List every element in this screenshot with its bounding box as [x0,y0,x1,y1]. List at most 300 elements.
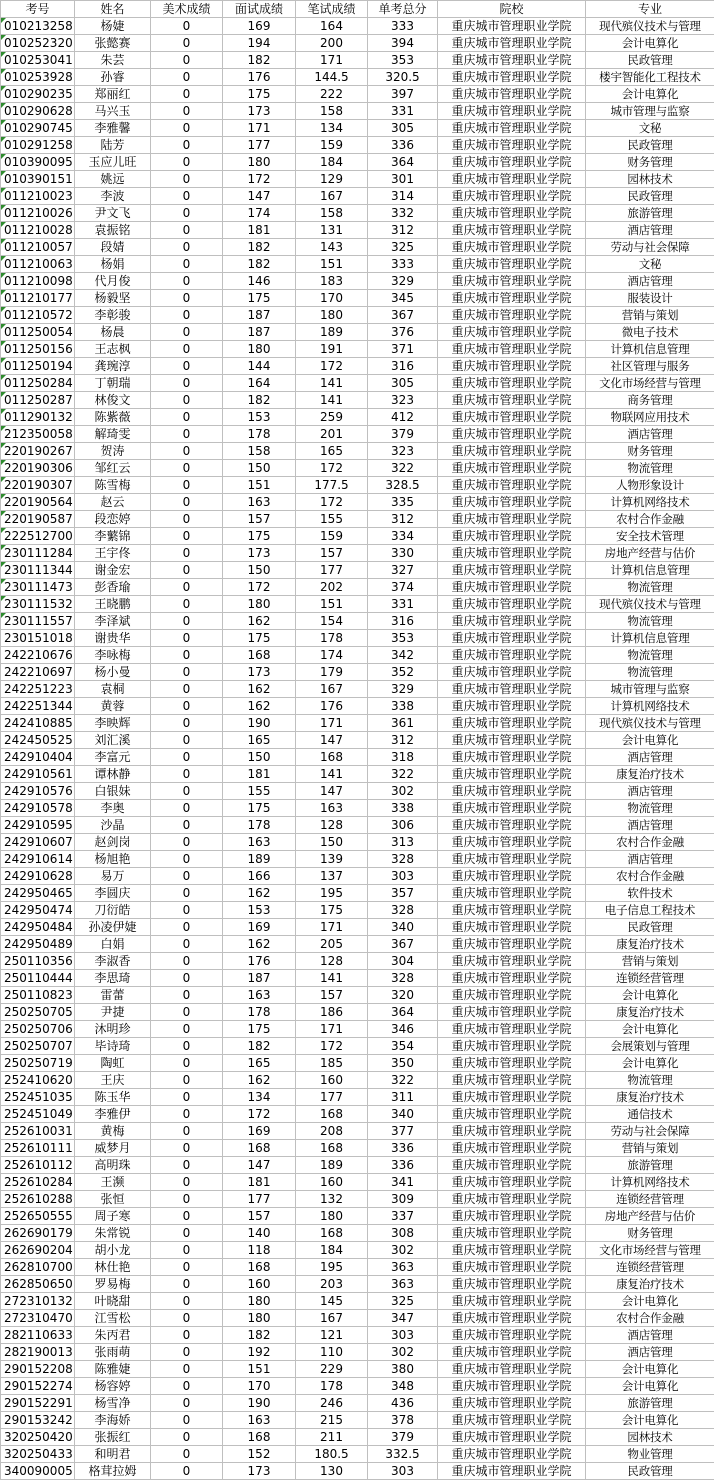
table-row[interactable] [1,1174,714,1191]
cell-interview-score[interactable]: 162 [223,885,296,902]
cell-total-score[interactable]: 329 [368,681,438,698]
cell-name[interactable]: 彭香瑜 [75,579,151,596]
cell-major[interactable]: 物流管理 [586,460,714,477]
table-row[interactable] [1,426,714,443]
cell-total-score[interactable]: 334 [368,528,438,545]
cell-school[interactable]: 重庆城市管理职业学院 [438,1446,586,1463]
cell-name[interactable]: 代月俊 [75,273,151,290]
cell-major[interactable]: 康复治疗技术 [586,1004,714,1021]
cell-written-score[interactable]: 171 [296,919,368,936]
cell-total-score[interactable]: 397 [368,86,438,103]
cell-interview-score[interactable]: 180 [223,154,296,171]
table-row[interactable] [1,1361,714,1378]
cell-written-score[interactable]: 163 [296,800,368,817]
cell-major[interactable]: 酒店管理 [586,851,714,868]
cell-interview-score[interactable]: 173 [223,103,296,120]
table-row[interactable] [1,851,714,868]
cell-total-score[interactable]: 322 [368,766,438,783]
cell-exam-id[interactable]: 011290132 [1,409,75,426]
cell-art-score[interactable]: 0 [151,1361,223,1378]
cell-art-score[interactable]: 0 [151,902,223,919]
cell-total-score[interactable]: 305 [368,120,438,137]
cell-major[interactable]: 旅游管理 [586,1157,714,1174]
table-row[interactable] [1,35,714,52]
cell-school[interactable]: 重庆城市管理职业学院 [438,273,586,290]
cell-name[interactable]: 杨婕 [75,18,151,35]
cell-interview-score[interactable]: 177 [223,1191,296,1208]
cell-written-score[interactable]: 177.5 [296,477,368,494]
cell-art-score[interactable]: 0 [151,460,223,477]
table-row[interactable] [1,1089,714,1106]
cell-total-score[interactable]: 348 [368,1378,438,1395]
cell-interview-score[interactable]: 144 [223,358,296,375]
cell-interview-score[interactable]: 175 [223,290,296,307]
cell-written-score[interactable]: 191 [296,341,368,358]
cell-exam-id[interactable]: 272310132 [1,1293,75,1310]
cell-art-score[interactable]: 0 [151,409,223,426]
cell-major[interactable]: 旅游管理 [586,205,714,222]
cell-major[interactable]: 农村合作金融 [586,511,714,528]
cell-exam-id[interactable]: 230111344 [1,562,75,579]
cell-exam-id[interactable]: 252610284 [1,1174,75,1191]
cell-total-score[interactable]: 311 [368,1089,438,1106]
cell-interview-score[interactable]: 178 [223,1004,296,1021]
cell-interview-score[interactable]: 163 [223,494,296,511]
cell-interview-score[interactable]: 169 [223,919,296,936]
cell-art-score[interactable]: 0 [151,477,223,494]
cell-art-score[interactable]: 0 [151,545,223,562]
cell-major[interactable]: 物流管理 [586,613,714,630]
cell-school[interactable]: 重庆城市管理职业学院 [438,715,586,732]
cell-interview-score[interactable]: 171 [223,120,296,137]
cell-interview-score[interactable]: 174 [223,205,296,222]
cell-written-score[interactable]: 170 [296,290,368,307]
table-row[interactable] [1,885,714,902]
table-row[interactable] [1,902,714,919]
cell-interview-score[interactable]: 180 [223,596,296,613]
cell-total-score[interactable]: 303 [368,1463,438,1480]
cell-name[interactable]: 白娟 [75,936,151,953]
table-row[interactable] [1,987,714,1004]
cell-written-score[interactable]: 158 [296,205,368,222]
cell-interview-score[interactable]: 194 [223,35,296,52]
cell-art-score[interactable]: 0 [151,1463,223,1480]
cell-exam-id[interactable]: 250250705 [1,1004,75,1021]
cell-art-score[interactable]: 0 [151,426,223,443]
cell-total-score[interactable]: 302 [368,1242,438,1259]
cell-interview-score[interactable]: 175 [223,1021,296,1038]
cell-name[interactable]: 陈玉华 [75,1089,151,1106]
cell-school[interactable]: 重庆城市管理职业学院 [438,188,586,205]
table-row[interactable] [1,460,714,477]
cell-written-score[interactable]: 211 [296,1429,368,1446]
cell-major[interactable]: 园林技术 [586,1429,714,1446]
cell-name[interactable]: 江雪松 [75,1310,151,1327]
cell-major[interactable]: 现代殡仪技术与管理 [586,596,714,613]
table-row[interactable] [1,613,714,630]
cell-major[interactable]: 通信技术 [586,1106,714,1123]
cell-name[interactable]: 李波 [75,188,151,205]
cell-total-score[interactable]: 371 [368,341,438,358]
cell-school[interactable]: 重庆城市管理职业学院 [438,341,586,358]
table-row[interactable] [1,307,714,324]
cell-exam-id[interactable]: 262690179 [1,1225,75,1242]
cell-school[interactable]: 重庆城市管理职业学院 [438,987,586,1004]
cell-name[interactable]: 尹文飞 [75,205,151,222]
cell-art-score[interactable]: 0 [151,953,223,970]
cell-interview-score[interactable]: 164 [223,375,296,392]
cell-interview-score[interactable]: 168 [223,1429,296,1446]
cell-art-score[interactable]: 0 [151,171,223,188]
cell-major[interactable]: 民政管理 [586,52,714,69]
cell-exam-id[interactable]: 010253041 [1,52,75,69]
cell-art-score[interactable]: 0 [151,1021,223,1038]
cell-total-score[interactable]: 367 [368,936,438,953]
cell-total-score[interactable]: 338 [368,698,438,715]
cell-name[interactable]: 李淑香 [75,953,151,970]
cell-interview-score[interactable]: 140 [223,1225,296,1242]
cell-total-score[interactable]: 312 [368,222,438,239]
cell-art-score[interactable]: 0 [151,1208,223,1225]
cell-total-score[interactable]: 336 [368,137,438,154]
cell-written-score[interactable]: 205 [296,936,368,953]
cell-art-score[interactable]: 0 [151,562,223,579]
cell-interview-score[interactable]: 160 [223,1276,296,1293]
table-row[interactable] [1,868,714,885]
table-row[interactable] [1,1140,714,1157]
cell-interview-score[interactable]: 182 [223,1327,296,1344]
cell-written-score[interactable]: 168 [296,1140,368,1157]
cell-name[interactable]: 赵云 [75,494,151,511]
table-row[interactable] [1,290,714,307]
cell-total-score[interactable]: 302 [368,783,438,800]
cell-written-score[interactable]: 184 [296,154,368,171]
cell-name[interactable]: 邹红云 [75,460,151,477]
cell-total-score[interactable]: 328 [368,851,438,868]
cell-art-score[interactable]: 0 [151,766,223,783]
table-row[interactable] [1,1157,714,1174]
cell-name[interactable]: 高明珠 [75,1157,151,1174]
cell-interview-score[interactable]: 153 [223,409,296,426]
cell-name[interactable]: 丁朝瑞 [75,375,151,392]
table-row[interactable] [1,443,714,460]
cell-major[interactable]: 计算机信息管理 [586,341,714,358]
cell-school[interactable]: 重庆城市管理职业学院 [438,1021,586,1038]
cell-exam-id[interactable]: 011250054 [1,324,75,341]
cell-exam-id[interactable]: 242450525 [1,732,75,749]
cell-written-score[interactable]: 134 [296,120,368,137]
cell-major[interactable]: 会计电算化 [586,732,714,749]
cell-total-score[interactable]: 367 [368,307,438,324]
cell-school[interactable]: 重庆城市管理职业学院 [438,1310,586,1327]
cell-school[interactable]: 重庆城市管理职业学院 [438,647,586,664]
table-row[interactable] [1,817,714,834]
cell-major[interactable]: 民政管理 [586,919,714,936]
cell-interview-score[interactable]: 178 [223,426,296,443]
cell-art-score[interactable]: 0 [151,188,223,205]
cell-major[interactable]: 民政管理 [586,137,714,154]
cell-exam-id[interactable]: 242950474 [1,902,75,919]
cell-written-score[interactable]: 141 [296,970,368,987]
cell-school[interactable]: 重庆城市管理职业学院 [438,1106,586,1123]
cell-exam-id[interactable]: 222512700 [1,528,75,545]
cell-name[interactable]: 袁振铭 [75,222,151,239]
cell-written-score[interactable]: 201 [296,426,368,443]
cell-written-score[interactable]: 164 [296,18,368,35]
cell-major[interactable]: 酒店管理 [586,783,714,800]
cell-major[interactable]: 民政管理 [586,1463,714,1480]
cell-art-score[interactable]: 0 [151,1174,223,1191]
cell-major[interactable]: 酒店管理 [586,1344,714,1361]
table-row[interactable] [1,936,714,953]
cell-school[interactable]: 重庆城市管理职业学院 [438,885,586,902]
cell-name[interactable]: 李蘩锦 [75,528,151,545]
cell-exam-id[interactable]: 242910614 [1,851,75,868]
cell-interview-score[interactable]: 170 [223,1378,296,1395]
cell-school[interactable]: 重庆城市管理职业学院 [438,205,586,222]
cell-school[interactable]: 重庆城市管理职业学院 [438,324,586,341]
cell-total-score[interactable]: 338 [368,800,438,817]
cell-major[interactable]: 社区管理与服务 [586,358,714,375]
cell-total-score[interactable]: 328 [368,902,438,919]
cell-total-score[interactable]: 379 [368,426,438,443]
cell-school[interactable]: 重庆城市管理职业学院 [438,222,586,239]
table-row[interactable] [1,1310,714,1327]
cell-school[interactable]: 重庆城市管理职业学院 [438,783,586,800]
cell-major[interactable]: 现代殡仪技术与管理 [586,715,714,732]
cell-exam-id[interactable]: 262810700 [1,1259,75,1276]
cell-school[interactable]: 重庆城市管理职业学院 [438,528,586,545]
table-row[interactable] [1,205,714,222]
table-row[interactable] [1,392,714,409]
cell-written-score[interactable]: 208 [296,1123,368,1140]
cell-name[interactable]: 张雨萌 [75,1344,151,1361]
cell-written-score[interactable]: 172 [296,460,368,477]
table-row[interactable] [1,664,714,681]
cell-total-score[interactable]: 364 [368,1004,438,1021]
cell-interview-score[interactable]: 187 [223,324,296,341]
cell-exam-id[interactable]: 230111473 [1,579,75,596]
cell-school[interactable]: 重庆城市管理职业学院 [438,1293,586,1310]
cell-art-score[interactable]: 0 [151,137,223,154]
cell-interview-score[interactable]: 173 [223,1463,296,1480]
cell-written-score[interactable]: 195 [296,885,368,902]
cell-name[interactable]: 谭林静 [75,766,151,783]
cell-total-score[interactable]: 333 [368,256,438,273]
cell-exam-id[interactable]: 011210023 [1,188,75,205]
cell-exam-id[interactable]: 220190267 [1,443,75,460]
cell-major[interactable]: 连锁经营管理 [586,1259,714,1276]
cell-exam-id[interactable]: 011210026 [1,205,75,222]
cell-art-score[interactable]: 0 [151,1038,223,1055]
cell-exam-id[interactable]: 230111557 [1,613,75,630]
cell-total-score[interactable]: 306 [368,817,438,834]
cell-exam-id[interactable]: 010291258 [1,137,75,154]
cell-art-score[interactable]: 0 [151,1225,223,1242]
cell-name[interactable]: 杨毅坚 [75,290,151,307]
table-row[interactable] [1,749,714,766]
cell-major[interactable]: 物流管理 [586,647,714,664]
cell-exam-id[interactable]: 242950484 [1,919,75,936]
cell-school[interactable]: 重庆城市管理职业学院 [438,307,586,324]
cell-name[interactable]: 王宇佟 [75,545,151,562]
cell-school[interactable]: 重庆城市管理职业学院 [438,1395,586,1412]
cell-written-score[interactable]: 186 [296,1004,368,1021]
cell-art-score[interactable]: 0 [151,103,223,120]
cell-written-score[interactable]: 139 [296,851,368,868]
cell-name[interactable]: 叶晓甜 [75,1293,151,1310]
cell-interview-score[interactable]: 162 [223,681,296,698]
cell-exam-id[interactable]: 262690204 [1,1242,75,1259]
cell-name[interactable]: 孙睿 [75,69,151,86]
cell-school[interactable]: 重庆城市管理职业学院 [438,1208,586,1225]
cell-written-score[interactable]: 145 [296,1293,368,1310]
cell-total-score[interactable]: 340 [368,919,438,936]
cell-written-score[interactable]: 229 [296,1361,368,1378]
cell-name[interactable]: 李奥 [75,800,151,817]
cell-art-score[interactable]: 0 [151,732,223,749]
cell-art-score[interactable]: 0 [151,341,223,358]
cell-school[interactable]: 重庆城市管理职业学院 [438,800,586,817]
cell-art-score[interactable]: 0 [151,868,223,885]
cell-major[interactable]: 房地产经营与估价 [586,1208,714,1225]
cell-exam-id[interactable]: 252610288 [1,1191,75,1208]
cell-major[interactable]: 物流管理 [586,1072,714,1089]
cell-exam-id[interactable]: 010252320 [1,35,75,52]
header-written-score[interactable]: 笔试成绩 [296,1,368,18]
cell-interview-score[interactable]: 172 [223,1106,296,1123]
cell-exam-id[interactable]: 010390095 [1,154,75,171]
cell-school[interactable]: 重庆城市管理职业学院 [438,103,586,120]
cell-interview-score[interactable]: 190 [223,715,296,732]
cell-written-score[interactable]: 121 [296,1327,368,1344]
table-row[interactable] [1,715,714,732]
cell-art-score[interactable]: 0 [151,919,223,936]
cell-major[interactable]: 计算机网络技术 [586,494,714,511]
table-row[interactable] [1,358,714,375]
table-row[interactable] [1,1463,714,1480]
cell-name[interactable]: 陈紫薇 [75,409,151,426]
cell-art-score[interactable]: 0 [151,1446,223,1463]
table-row[interactable] [1,1378,714,1395]
header-name[interactable]: 姓名 [75,1,151,18]
cell-art-score[interactable]: 0 [151,1089,223,1106]
cell-interview-score[interactable]: 192 [223,1344,296,1361]
cell-total-score[interactable]: 347 [368,1310,438,1327]
cell-exam-id[interactable]: 252610031 [1,1123,75,1140]
cell-exam-id[interactable]: 220190587 [1,511,75,528]
table-row[interactable] [1,1259,714,1276]
cell-major[interactable]: 文秘 [586,256,714,273]
cell-interview-score[interactable]: 157 [223,1208,296,1225]
cell-written-score[interactable]: 167 [296,1310,368,1327]
cell-name[interactable]: 白银妹 [75,783,151,800]
cell-exam-id[interactable]: 320250433 [1,1446,75,1463]
cell-school[interactable]: 重庆城市管理职业学院 [438,834,586,851]
cell-major[interactable]: 酒店管理 [586,426,714,443]
cell-name[interactable]: 解琦雯 [75,426,151,443]
cell-total-score[interactable]: 320 [368,987,438,1004]
cell-interview-score[interactable]: 182 [223,256,296,273]
cell-major[interactable]: 酒店管理 [586,222,714,239]
table-row[interactable] [1,630,714,647]
cell-interview-score[interactable]: 162 [223,698,296,715]
cell-total-score[interactable]: 353 [368,52,438,69]
cell-exam-id[interactable]: 250250706 [1,1021,75,1038]
cell-school[interactable]: 重庆城市管理职业学院 [438,596,586,613]
cell-exam-id[interactable]: 242910561 [1,766,75,783]
cell-exam-id[interactable]: 252410620 [1,1072,75,1089]
cell-total-score[interactable]: 303 [368,1327,438,1344]
cell-art-score[interactable]: 0 [151,698,223,715]
cell-school[interactable]: 重庆城市管理职业学院 [438,358,586,375]
table-row[interactable] [1,1072,714,1089]
cell-interview-score[interactable]: 168 [223,647,296,664]
cell-written-score[interactable]: 157 [296,545,368,562]
cell-art-score[interactable]: 0 [151,358,223,375]
cell-major[interactable]: 物流管理 [586,664,714,681]
cell-exam-id[interactable]: 242910595 [1,817,75,834]
cell-name[interactable]: 刘汇溪 [75,732,151,749]
cell-art-score[interactable]: 0 [151,69,223,86]
cell-total-score[interactable]: 336 [368,1140,438,1157]
cell-exam-id[interactable]: 011250284 [1,375,75,392]
cell-school[interactable]: 重庆城市管理职业学院 [438,18,586,35]
cell-interview-score[interactable]: 168 [223,1259,296,1276]
cell-written-score[interactable]: 159 [296,528,368,545]
cell-written-score[interactable]: 147 [296,783,368,800]
cell-interview-score[interactable]: 153 [223,902,296,919]
cell-major[interactable]: 会计电算化 [586,35,714,52]
cell-interview-score[interactable]: 134 [223,1089,296,1106]
cell-written-score[interactable]: 155 [296,511,368,528]
cell-written-score[interactable]: 144.5 [296,69,368,86]
cell-art-score[interactable]: 0 [151,613,223,630]
cell-exam-id[interactable]: 011210177 [1,290,75,307]
cell-total-score[interactable]: 340 [368,1106,438,1123]
cell-exam-id[interactable]: 230151018 [1,630,75,647]
cell-total-score[interactable]: 331 [368,596,438,613]
cell-interview-score[interactable]: 173 [223,664,296,681]
cell-school[interactable]: 重庆城市管理职业学院 [438,1361,586,1378]
cell-art-score[interactable]: 0 [151,936,223,953]
cell-school[interactable]: 重庆城市管理职业学院 [438,1157,586,1174]
cell-name[interactable]: 黄蓉 [75,698,151,715]
cell-art-score[interactable]: 0 [151,511,223,528]
cell-total-score[interactable]: 325 [368,1293,438,1310]
cell-major[interactable]: 民政管理 [586,188,714,205]
cell-interview-score[interactable]: 180 [223,1310,296,1327]
cell-total-score[interactable]: 330 [368,545,438,562]
cell-art-score[interactable]: 0 [151,86,223,103]
cell-major[interactable]: 酒店管理 [586,273,714,290]
cell-total-score[interactable]: 377 [368,1123,438,1140]
cell-school[interactable]: 重庆城市管理职业学院 [438,35,586,52]
header-art-score[interactable]: 美术成绩 [151,1,223,18]
cell-written-score[interactable]: 202 [296,579,368,596]
cell-name[interactable]: 段恋婷 [75,511,151,528]
cell-total-score[interactable]: 374 [368,579,438,596]
cell-art-score[interactable]: 0 [151,1293,223,1310]
cell-name[interactable]: 陈雪梅 [75,477,151,494]
cell-major[interactable]: 财务管理 [586,1225,714,1242]
table-row[interactable] [1,732,714,749]
cell-major[interactable]: 酒店管理 [586,1327,714,1344]
cell-written-score[interactable]: 246 [296,1395,368,1412]
cell-major[interactable]: 康复治疗技术 [586,936,714,953]
table-row[interactable] [1,1446,714,1463]
cell-major[interactable]: 服装设计 [586,290,714,307]
